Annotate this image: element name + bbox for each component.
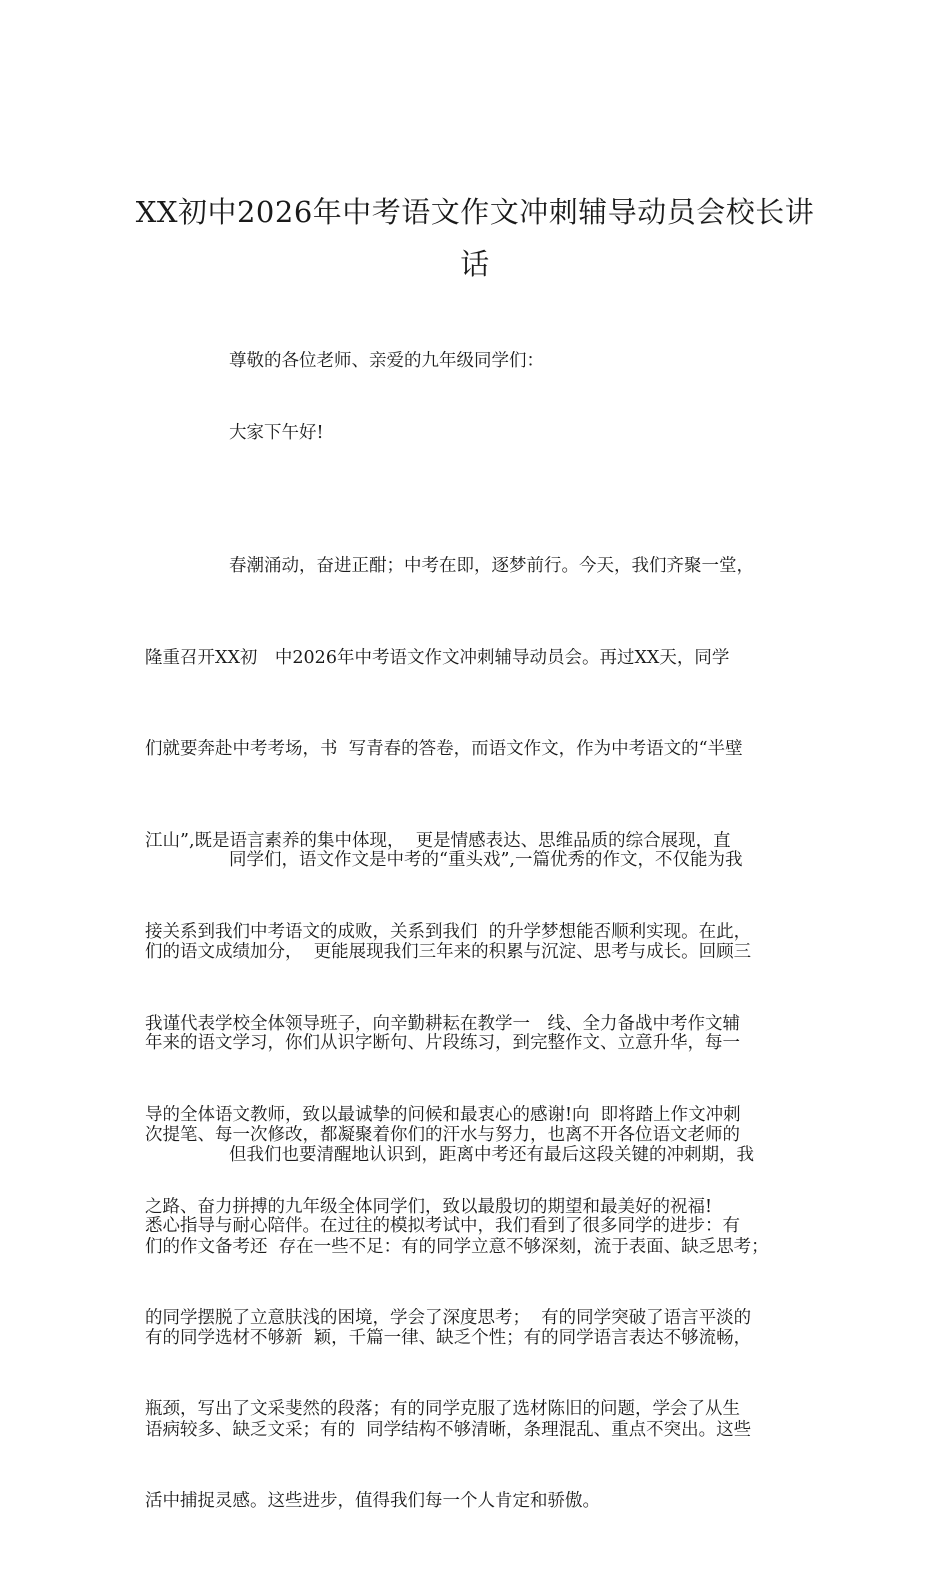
paragraph-line: 江山”,既是语言素养的集中体现， 更是情感表达、思维品质的综合展现，直: [145, 830, 731, 851]
paragraph-line: 语病较多、缺乏文采；有的 同学结构不够清晰，条理混乱、重点不突出。这些: [145, 1419, 752, 1440]
paragraph-line: 之路、奋力拼搏的九年级全体同学们，致以最殷切的期望和最美好的祝福!: [145, 1196, 713, 1217]
paragraph-line: 的同学摆脱了立意肤浅的困境，学会了深度思考； 有的同学突破了语言平淡的: [145, 1307, 752, 1328]
paragraph-line: 悉心指导与耐心陪伴。在过往的模拟考试中，我们看到了很多同学的进步：有: [145, 1216, 740, 1236]
paragraph-line: 们就要奔赴中考考场，书 写青春的答卷，而语文作文，作为中考语文的“半壁: [145, 739, 743, 759]
paragraph-line: 瓶颈，写出了文采斐然的段落；有的同学克服了选材陈旧的问题，学会了从生: [145, 1399, 740, 1419]
paragraph-line: 春潮涌动，奋进正酣；中考在即，逐梦前行。今天，我们齐聚一堂，: [229, 556, 754, 576]
paragraph-line: 们的作文备考还 存在一些不足：有的同学立意不够深刻，流于表面、缺乏思考；: [145, 1236, 769, 1257]
paragraph-3: [145, 1079, 807, 1506]
greeting: 大家下午好!: [229, 423, 324, 443]
paragraph-line: 同学们，语文作文是中考的“重头戏”,一篇优秀的作文，不仅能为我: [229, 850, 743, 870]
title-line-2: 话: [460, 247, 490, 281]
paragraph-line: 但我们也要清醒地认识到，距离中考还有最后这段关键的冲刺期，我: [229, 1145, 754, 1165]
title-line-1: XX初中2026年中考语文作文冲刺辅导动员会校长讲: [135, 195, 815, 229]
paragraph-line: 我谨代表学校全体领导班子，向辛勤耕耘在教学一 线、全力备战中考作文辅: [145, 1013, 740, 1034]
document-title: [120, 186, 830, 290]
paragraph-line: 有的同学选材不够新 颖，千篇一律、缺乏个性；有的同学语言表达不够流畅，: [145, 1328, 752, 1348]
paragraph-line: 们的语文成绩加分， 更能展现我们三年来的积累与沉淀、思考与成长。回顾三: [145, 941, 752, 962]
paragraph-line: 隆重召开XX初 中2026年中考语文作文冲刺辅导动员会。再过XX天，同学: [145, 647, 730, 668]
paragraph-line: 年来的语文学习，你们从识字断句、片段练习，到完整作文、立意升华，每一: [145, 1033, 740, 1053]
paragraph-line: 次提笔、每一次修改，都凝聚着你们的汗水与努力，也离不开各位语文老师的: [145, 1124, 740, 1145]
salutation: 尊敬的各位老师、亲爱的九年级同学们：: [229, 351, 544, 371]
paragraph-line: 导的全体语文教师，致以最诚挚的问候和最衷心的感谢!向 即将踏上作文冲刺: [145, 1105, 741, 1125]
paragraph-line: 活中捕捉灵感。这些进步，值得我们每一个人肯定和骄傲。: [145, 1490, 600, 1511]
paragraph-line: 接关系到我们中考语文的成败，关系到我们 的升学梦想能否顺利实现。在此，: [145, 922, 752, 942]
